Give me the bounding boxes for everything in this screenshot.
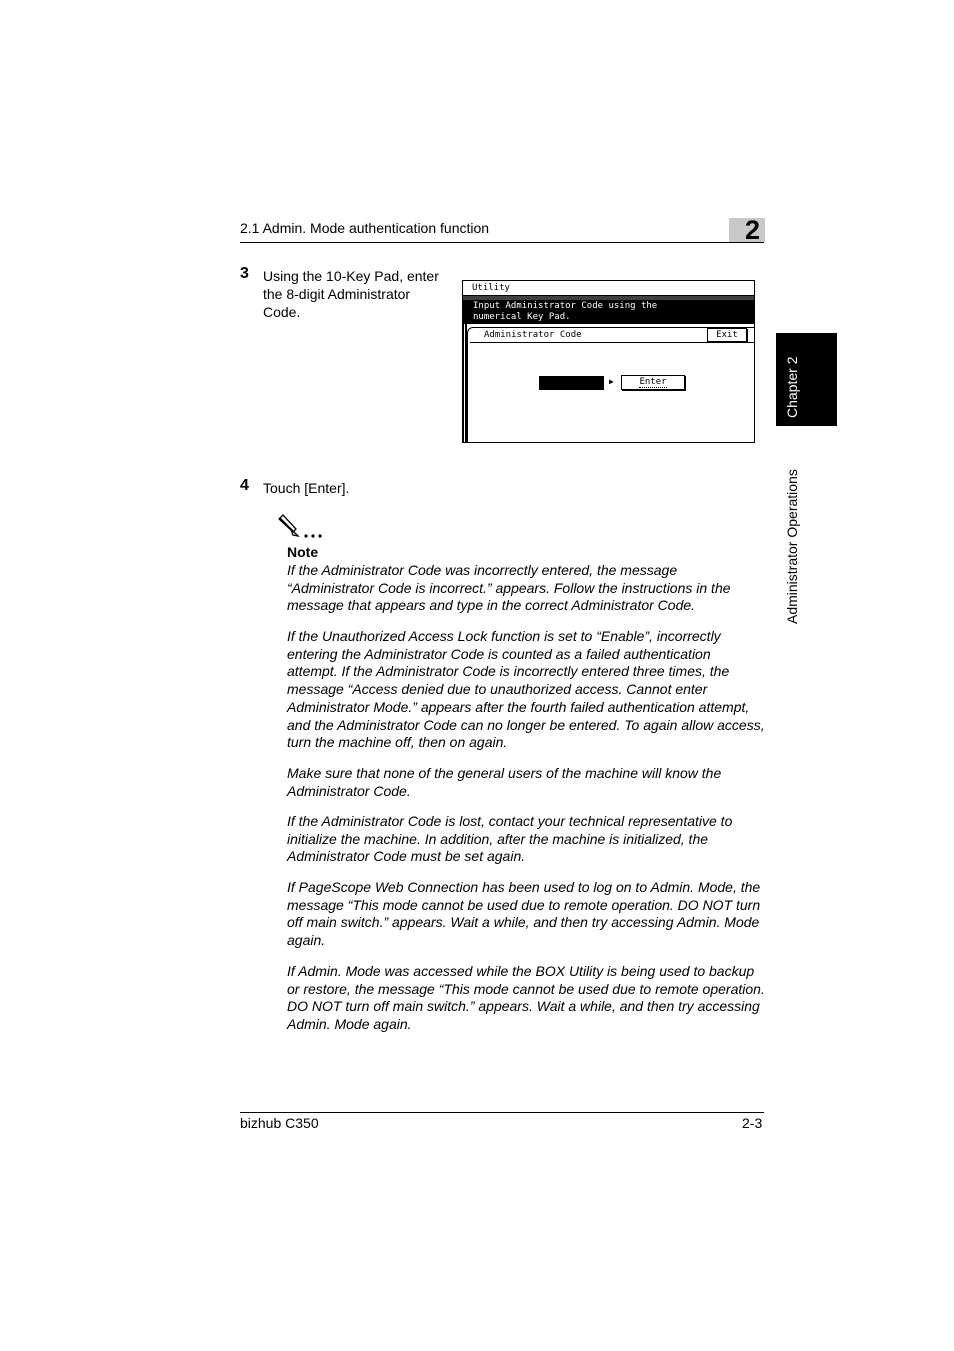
step-text: Using the 10-Key Pad, enter the 8-digit Administrator Code.	[263, 268, 439, 320]
section-tab-label: Administrator Operations	[784, 469, 800, 624]
chapter-tab-label: Chapter 2	[784, 356, 800, 418]
footer-divider	[240, 1112, 764, 1113]
note-paragraph: If the Administrator Code was incorrectly entered, the message “Administrator Code is incorrect.” appears. Follow the instructions in the message that appears and type in the correct Administrator Code.	[287, 562, 731, 614]
header-divider	[240, 242, 764, 243]
step-text: Touch [Enter].	[263, 480, 350, 496]
panel-message: Input Administrator Code using the numerical Key Pad.	[463, 300, 754, 324]
note-paragraph: If the Administrator Code is lost, contact your technical representative to initialize the machine. In addition, after the machine is initialized, the Administrator Code must be set again.	[287, 813, 733, 865]
panel-divider	[470, 342, 754, 343]
admin-code-panel-screenshot	[462, 280, 755, 443]
step-number: 4	[240, 477, 249, 494]
panel-subtitle: Administrator Code	[484, 330, 582, 340]
enter-button[interactable]	[621, 375, 685, 390]
admin-code-field[interactable]	[539, 376, 604, 390]
note-paragraph: If Admin. Mode was accessed while the BOX Utility is being used to backup or restore, the message “This mode cannot be used due to remote operation. DO NOT turn off main switch.” appears. Wait a while, and then try accessing Admin. Mode again.	[287, 963, 765, 1033]
pencil-note-icon	[277, 512, 325, 540]
running-header: 2.1 Admin. Mode authentication function	[240, 220, 490, 236]
panel-title: Utility	[472, 283, 510, 293]
note-heading: Note	[287, 544, 319, 560]
note-paragraph: Make sure that none of the general users of the machine will know the Administrator Code.	[287, 765, 722, 799]
exit-button[interactable]: Exit	[707, 328, 747, 342]
enter-button-label: Enter	[639, 377, 667, 387]
footer-product-name: bizhub C350	[240, 1115, 319, 1131]
note-paragraph: If PageScope Web Connection has been used to log on to Admin. Mode, the message “This mode cannot be used due to remote operation. DO NOT turn off main switch.” appears. Wait a while, and then try accessing Admin. Mode again.	[287, 879, 761, 949]
chapter-number: 2	[745, 215, 761, 245]
footer-page-number: 2-3	[742, 1115, 763, 1131]
arrow-right-icon: ▶	[609, 377, 614, 386]
step-number: 3	[240, 265, 249, 282]
note-paragraph: If the Unauthorized Access Lock function is set to “Enable”, incorrectly entering the Administrator Code is counted as a failed authentication attempt. If the Administrator Code is incorrectly entered three times, the message “Access denied due to unauthorized access. Cannot enter Administrator Mode.” appears after the fourth failed authentication attempt, and the Administrator Code can no longer be entered. To again allow access, turn the machine off, then on again.	[287, 628, 765, 751]
